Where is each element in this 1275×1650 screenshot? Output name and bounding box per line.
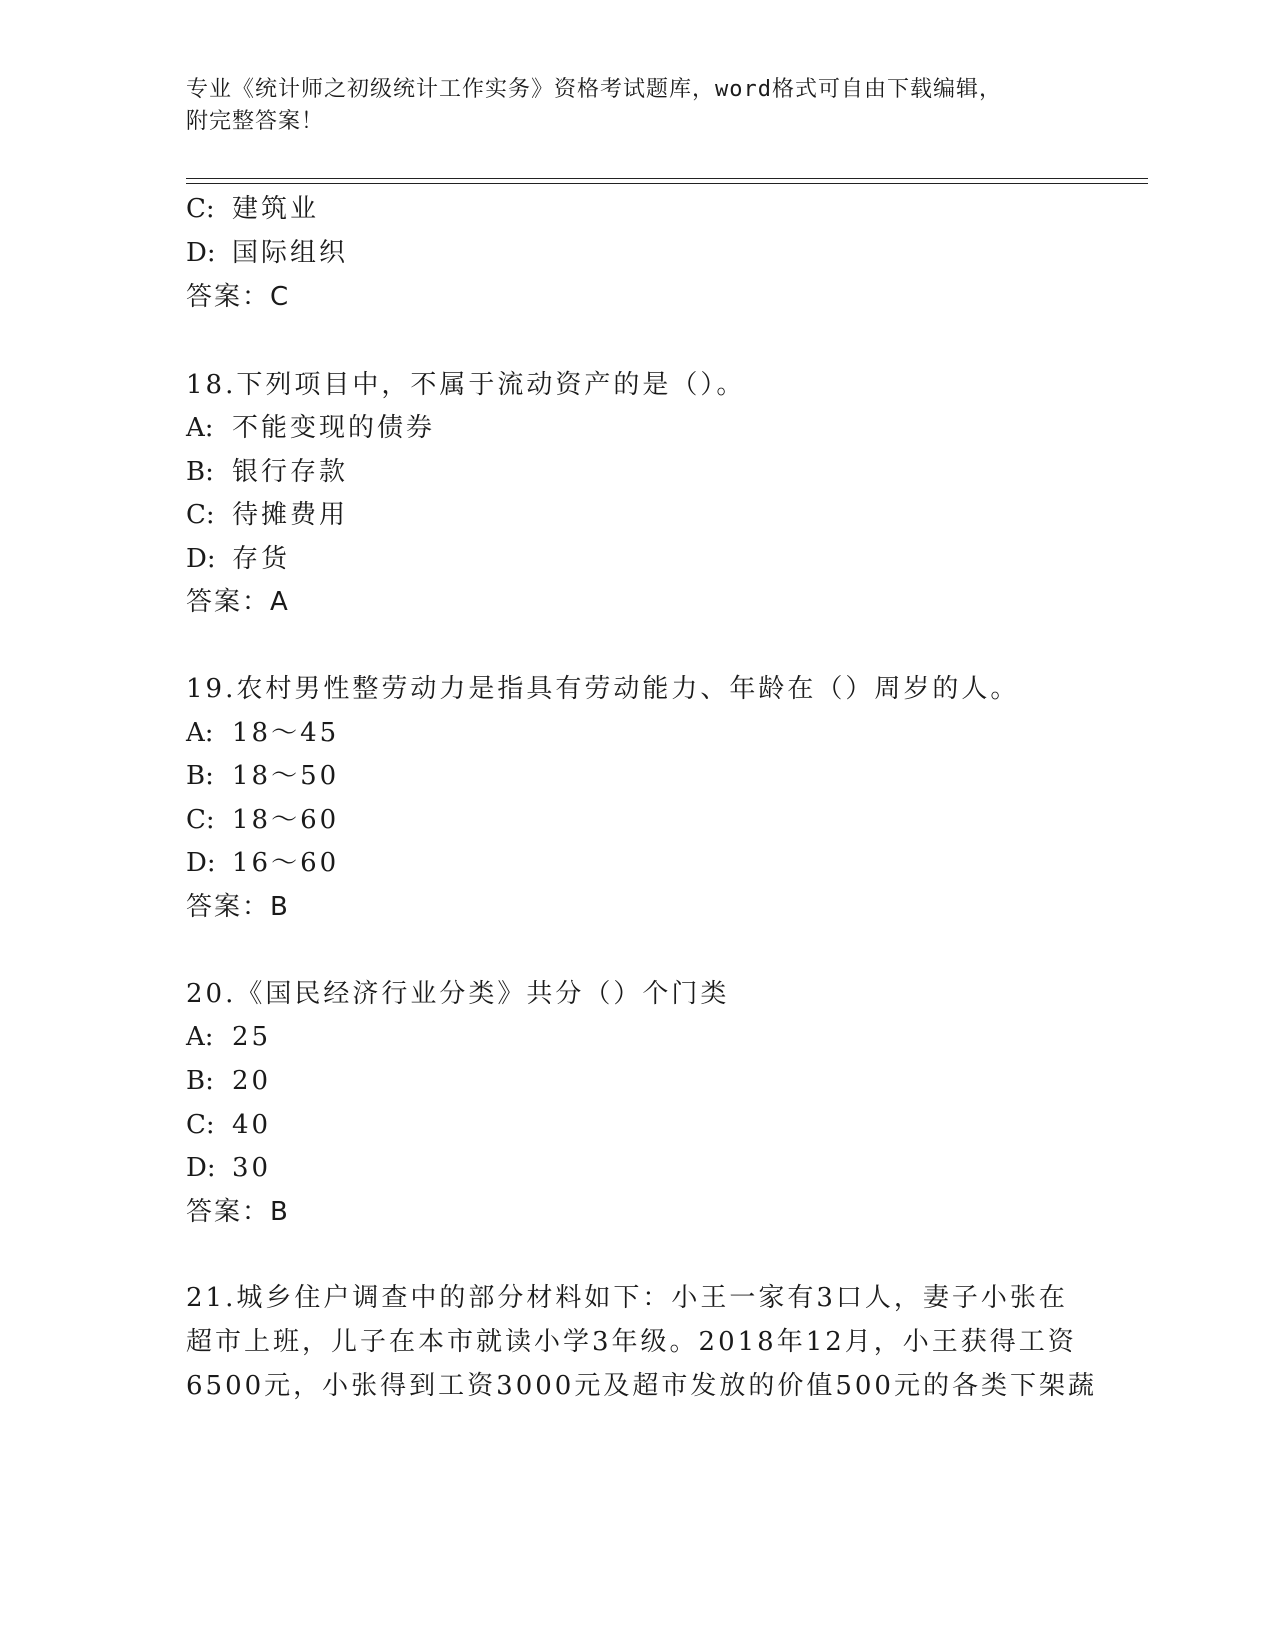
option-label: C: — [186, 805, 215, 835]
q20-stem: 20.《国民经济行业分类》共分（）个门类 — [186, 979, 730, 1009]
option-label: D: — [186, 544, 216, 574]
option-text: 18～60 — [232, 805, 340, 835]
q21-text-line-2: 超市上班，儿子在本市就读小学3年级。2018年12月，小王获得工资 — [186, 1327, 1077, 1357]
q20-answer: 答案：B — [186, 1197, 290, 1227]
option-text: 银行存款 — [232, 457, 349, 487]
q18-option-c — [186, 499, 348, 531]
option-text: 30 — [232, 1153, 272, 1183]
option-label: A: — [186, 1022, 214, 1052]
option-text: 18～45 — [232, 718, 340, 748]
q19-option-c — [186, 804, 339, 836]
document-header — [186, 74, 1086, 138]
option-text: 20 — [232, 1066, 272, 1096]
option-label: C: — [186, 1110, 215, 1140]
option-text: 建筑业 — [232, 194, 320, 224]
q19-answer: 答案：B — [186, 892, 290, 922]
option-text: 40 — [232, 1110, 272, 1140]
q18-option-a — [186, 412, 435, 444]
q18-stem: 18.下列项目中，不属于流动资产的是（）。 — [186, 370, 746, 400]
q19-option-b — [186, 760, 339, 792]
option-label: D: — [186, 848, 216, 878]
header-line-1: 专业《统计师之初级统计工作实务》资格考试题库，word格式可自由下载编辑， — [186, 77, 1002, 102]
q18-answer: 答案：A — [186, 587, 290, 617]
q20-option-d — [186, 1152, 271, 1184]
q20-option-b — [186, 1065, 271, 1097]
option-label: A: — [186, 413, 214, 443]
q21-text-line-1: 21.城乡住户调查中的部分材料如下：小王一家有3口人，妻子小张在 — [186, 1283, 1068, 1313]
q18-option-b — [186, 456, 348, 488]
option-label: B: — [186, 457, 214, 487]
q19-stem: 19.农村男性整劳动力是指具有劳动能力、年龄在（）周岁的人。 — [186, 674, 1020, 704]
option-text: 18～50 — [232, 761, 340, 791]
q17-option-d — [186, 237, 348, 269]
header-divider-bottom — [186, 183, 1148, 184]
option-text: 存货 — [232, 544, 291, 574]
option-label: B: — [186, 761, 214, 791]
q19-option-a — [186, 717, 339, 749]
q17-option-c — [186, 193, 319, 225]
option-label: D: — [186, 1153, 216, 1183]
option-text: 国际组织 — [232, 238, 349, 268]
option-text: 不能变现的债券 — [232, 413, 436, 443]
option-text: 25 — [232, 1022, 272, 1052]
option-text: 待摊费用 — [232, 500, 349, 530]
option-label: D: — [186, 238, 216, 268]
header-divider-top — [186, 178, 1148, 179]
q20-option-c — [186, 1109, 271, 1141]
option-label: C: — [186, 194, 215, 224]
option-label: C: — [186, 500, 215, 530]
header-line-2: 附完整答案！ — [186, 109, 325, 134]
q21-text-line-3: 6500元，小张得到工资3000元及超市发放的价值500元的各类下架蔬 — [186, 1371, 1097, 1401]
q20-option-a — [186, 1021, 271, 1053]
option-label: B: — [186, 1066, 214, 1096]
q18-option-d — [186, 543, 290, 575]
q19-option-d — [186, 847, 339, 879]
q17-answer: 答案：C — [186, 282, 291, 312]
option-label: A: — [186, 718, 214, 748]
option-text: 16～60 — [232, 848, 340, 878]
